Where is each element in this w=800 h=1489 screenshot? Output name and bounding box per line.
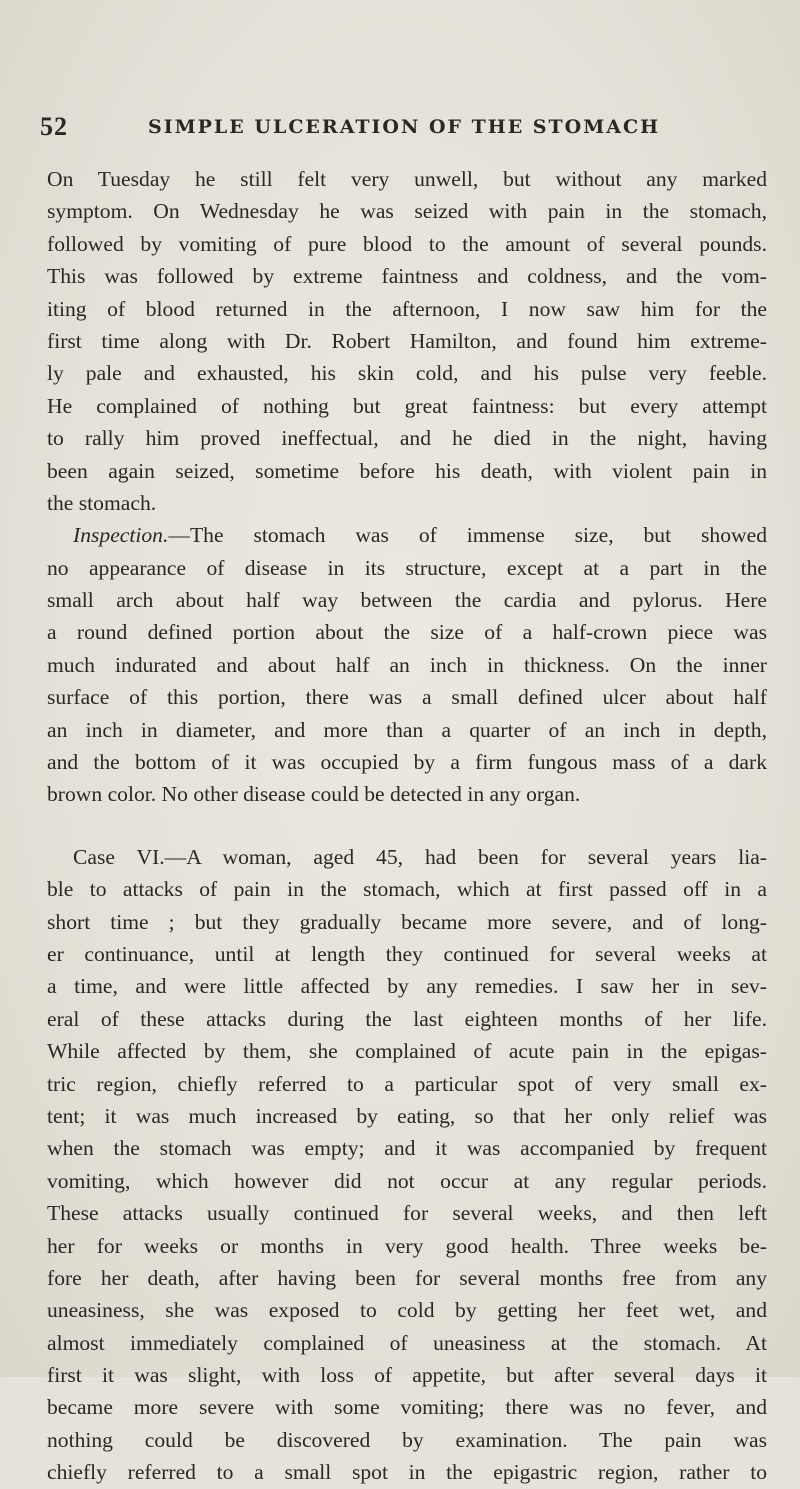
text-line: Case VI.—A woman, aged 45, had been for several years lia- [73,844,767,869]
paragraph-3 [47,841,767,1489]
text-line: small arch about half way between the cardia and pylorus. Here [47,588,767,613]
body-text [47,163,767,1489]
text-line: brown color. No other disease could be detected in any organ. [47,782,581,807]
page-header [40,112,760,142]
text-line: a round defined portion about the size of a half-crown piece was [47,620,767,645]
text-line: the stomach. [47,490,157,515]
text-line: fore her death, after having been for several months free from any [47,1265,767,1290]
text-line: tent; it was much increased by eating, so that her only relief was [47,1103,767,1128]
text-line: eral of these attacks during the last eighteen months of her life. [47,1006,767,1031]
page-number: 52 [40,112,68,141]
text-line: ly pale and exhausted, his skin cold, and his pulse very feeble. [47,361,767,386]
text-line: While affected by them, she complained of acute pain in the epigas- [47,1039,767,1064]
text-line: uneasiness, she was exposed to cold by getting her feet wet, and [47,1298,767,1323]
text-line: He complained of nothing but great faintness: but every attempt [47,393,767,418]
text-line: This was followed by extreme faintness and coldness, and the vom- [47,264,767,289]
text-line: ble to attacks of pain in the stomach, which at first passed off in a [47,877,767,902]
text-line: first time along with Dr. Robert Hamilton, and found him extreme- [47,328,767,353]
running-title: SIMPLE ULCERATION OF THE STOMACH [148,116,661,138]
text-line: iting of blood returned in the afternoon, I now saw him for the [47,296,767,321]
text-line: been again seized, sometime before his death, with violent pain in [47,458,767,483]
text-line: a time, and were little affected by any remedies. I saw her in sev- [47,974,767,999]
paragraph-2 [47,519,767,811]
text-line: vomiting, which however did not occur at any regular periods. [47,1168,767,1193]
text-line: chiefly referred to a small spot in the epigastric region, rather to [47,1460,767,1485]
text-line: almost immediately complained of uneasiness at the stomach. At [47,1330,767,1355]
text-line: tric region, chiefly referred to a particular spot of very small ex- [47,1071,767,1096]
text-line: her for weeks or months in very good health. Three weeks be- [47,1233,767,1258]
text-line: and the bottom of it was occupied by a firm fungous mass of a dark [47,750,767,775]
text-line: when the stomach was empty; and it was accompanied by frequent [47,1136,767,1161]
text-line-first [47,519,767,551]
text-line: to rally him proved ineffectual, and he died in the night, having [47,426,767,451]
text-line: followed by vomiting of pure blood to the amount of several pounds. [47,231,767,256]
text-line: first it was slight, with loss of appetite, but after several days it [47,1363,767,1388]
text-line: er continuance, until at length they continued for several weeks at [47,941,767,966]
text-line: much indurated and about half an inch in thickness. On the inner [47,652,767,677]
text-line: symptom. On Wednesday he was seized with pain in the stomach, [47,199,767,224]
text-line-rest: —The stomach was of immense size, but showed [168,523,767,548]
text-line: nothing could be discovered by examination. The pain was [47,1427,767,1452]
text-line: an inch in diameter, and more than a quarter of an inch in depth, [47,717,767,742]
paragraph-gap [47,811,767,841]
text-line: These attacks usually continued for several weeks, and then left [47,1201,767,1226]
text-line: became more severe with some vomiting; there was no fever, and [47,1395,767,1420]
text-line: On Tuesday he still felt very unwell, but without any marked [47,167,767,191]
text-line: surface of this portion, there was a small defined ulcer about half [47,685,767,710]
text-line: short time ; but they gradually became more severe, and of long- [47,909,767,934]
text-line: no appearance of disease in its structure, except at a part in the [47,555,767,580]
inspection-heading: Inspection. [73,523,169,548]
paragraph-1 [47,163,767,519]
